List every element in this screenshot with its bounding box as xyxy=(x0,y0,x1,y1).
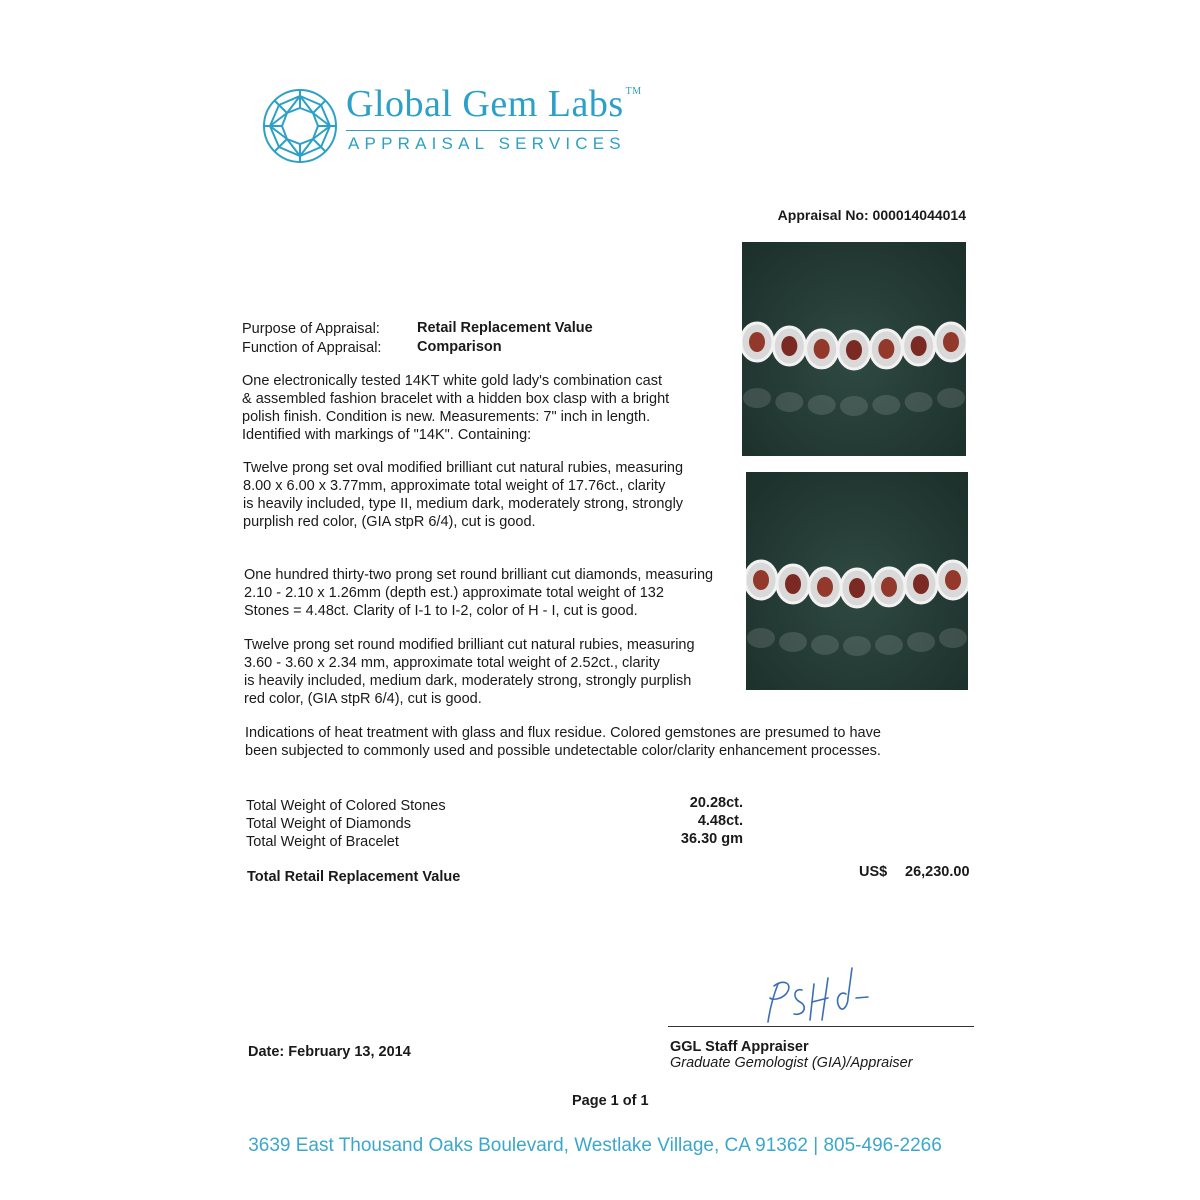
brand-subtitle: APPRAISAL SERVICES xyxy=(348,134,626,153)
brand-name-text: Global Gem Labs xyxy=(346,83,624,125)
total-value: 4.48ct. xyxy=(697,813,743,829)
bracelet-photo-bottom xyxy=(746,472,968,690)
appraisal-date: Date: February 13, 2014 xyxy=(248,1044,411,1060)
appraiser-credential: Graduate Gemologist (GIA)/Appraiser xyxy=(670,1055,913,1071)
page-indicator: Page 1 of 1 xyxy=(572,1093,649,1109)
bracelet-photo-top xyxy=(742,242,966,456)
trademark-mark: TM xyxy=(625,86,642,97)
retail-value-amount: 26,230.00 xyxy=(905,864,970,880)
function-label: Function of Appraisal: xyxy=(242,340,382,356)
item-description: One electronically tested 14KT white gold lady's combination cast & assembled fashion bracelet with a hidden box clasp with a bright polish finish. Condition is new. Measurements: 7" inch in length. Identified with markings of "14K". Containing: xyxy=(242,373,670,443)
currency-label: US$ xyxy=(859,864,888,880)
ruby-oval-description: Twelve prong set oval modified brilliant cut natural rubies, measuring 8.00 x 6.00 x 3.77mm, approximate total weight of 17.76ct., clarity is heavily included, type II, medium dark, moderately strong, strongly purplish red color, (GIA stpR 6/4), cut is good. xyxy=(243,460,684,530)
total-label: Total Weight of Colored Stones xyxy=(246,798,446,814)
diamond-description: One hundred thirty-two prong set round brilliant cut diamonds, measuring 2.10 - 2.10 x 1.26mm (depth est.) approximate total weight of 132 Stones = 4.48ct. Clarity of I-1 to I-2, color of H - I, cut is good. xyxy=(244,567,714,619)
total-label: Total Weight of Diamonds xyxy=(246,816,411,832)
purpose-label: Purpose of Appraisal: xyxy=(242,321,380,337)
gem-outline-icon xyxy=(262,88,338,164)
retail-value-label: Total Retail Replacement Value xyxy=(247,869,461,885)
ruby-round-description: Twelve prong set round modified brilliant cut natural rubies, measuring 3.60 - 3.60 x 2.34 mm, approximate total weight of 2.52ct., clarity is heavily included, medium dark, moderately strong, strongly purplish red color, (GIA stpR 6/4), cut is good. xyxy=(244,637,695,707)
total-label: Total Weight of Bracelet xyxy=(246,834,399,850)
brand-name xyxy=(346,82,642,126)
appraiser-signature xyxy=(760,964,880,1028)
brand-divider xyxy=(346,130,618,131)
footer-address: 3639 East Thousand Oaks Boulevard, Westlake Village, CA 91362 | 805-496-2266 xyxy=(248,1135,942,1156)
total-value: 20.28ct. xyxy=(689,795,743,811)
appraisal-number: Appraisal No: 000014044014 xyxy=(777,207,966,223)
signature-line xyxy=(668,1026,974,1027)
appraiser-title: GGL Staff Appraiser xyxy=(670,1039,809,1055)
function-value: Comparison xyxy=(417,339,502,355)
total-value: 36.30 gm xyxy=(680,831,743,847)
treatment-disclosure: Indications of heat treatment with glass and flux residue. Colored gemstones are presumed to have been subjected to commonly used and possible undetectable color/clarity enhancement processes. xyxy=(245,725,881,759)
purpose-value: Retail Replacement Value xyxy=(417,320,593,336)
